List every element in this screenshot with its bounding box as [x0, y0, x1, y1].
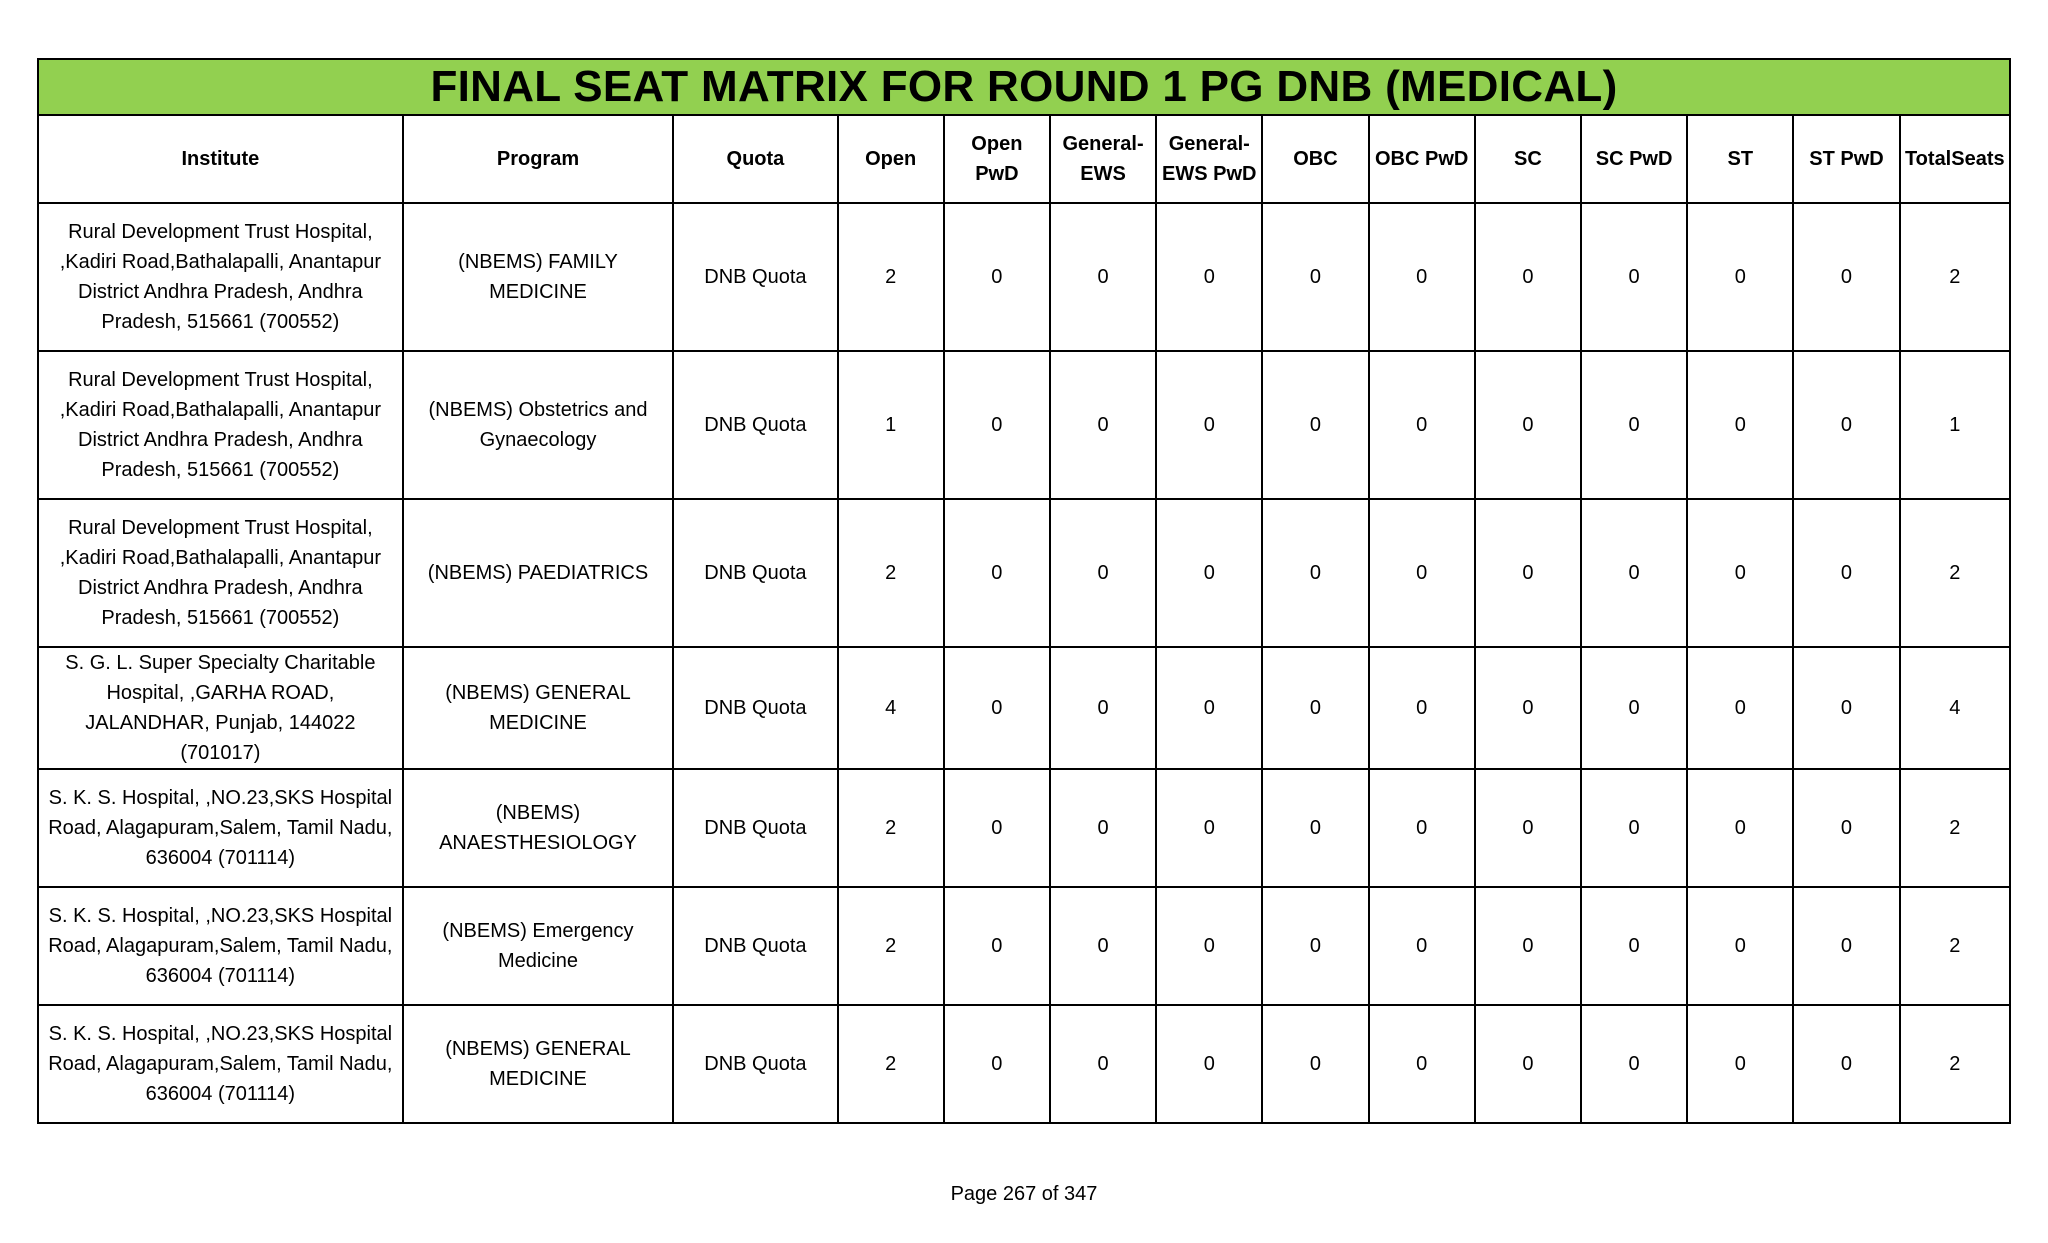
cell-open: 4 [838, 647, 944, 769]
table-row [38, 769, 2010, 887]
cell-sc-pwd: 0 [1581, 647, 1687, 769]
cell-open-pwd: 0 [944, 1005, 1050, 1123]
cell-institute: S. K. S. Hospital, ,NO.23,SKS Hospital Road, Alagapuram,Salem, Tamil Nadu, 636004 (701114) [38, 1005, 403, 1123]
table-row [38, 1005, 2010, 1123]
col-header-open: Open [838, 115, 944, 203]
cell-sc: 0 [1475, 647, 1581, 769]
cell-total-seats: 4 [1900, 647, 2010, 769]
cell-quota: DNB Quota [673, 203, 837, 351]
cell-open-pwd: 0 [944, 499, 1050, 647]
cell-quota: DNB Quota [673, 887, 837, 1005]
cell-obc-pwd: 0 [1369, 769, 1475, 887]
cell-sc-pwd: 0 [1581, 769, 1687, 887]
col-header-program: Program [403, 115, 674, 203]
cell-open: 2 [838, 769, 944, 887]
cell-quota: DNB Quota [673, 351, 837, 499]
cell-general-ews: 0 [1050, 351, 1156, 499]
table-row [38, 351, 2010, 499]
cell-general-ews-pwd: 0 [1156, 1005, 1262, 1123]
cell-obc: 0 [1262, 769, 1368, 887]
cell-total-seats: 2 [1900, 769, 2010, 887]
cell-open-pwd: 0 [944, 887, 1050, 1005]
col-header-sc-pwd: SC PwD [1581, 115, 1687, 203]
cell-total-seats: 2 [1900, 1005, 2010, 1123]
cell-general-ews-pwd: 0 [1156, 769, 1262, 887]
col-header-open-pwd: Open PwD [944, 115, 1050, 203]
cell-open-pwd: 0 [944, 647, 1050, 769]
cell-general-ews-pwd: 0 [1156, 499, 1262, 647]
cell-st-pwd: 0 [1793, 769, 1899, 887]
cell-general-ews-pwd: 0 [1156, 647, 1262, 769]
cell-institute: S. K. S. Hospital, ,NO.23,SKS Hospital Road, Alagapuram,Salem, Tamil Nadu, 636004 (701114) [38, 769, 403, 887]
cell-program: (NBEMS) GENERAL MEDICINE [403, 647, 674, 769]
cell-open-pwd: 0 [944, 351, 1050, 499]
cell-general-ews: 0 [1050, 1005, 1156, 1123]
cell-open-pwd: 0 [944, 203, 1050, 351]
cell-st: 0 [1687, 1005, 1793, 1123]
cell-sc-pwd: 0 [1581, 203, 1687, 351]
cell-general-ews: 0 [1050, 499, 1156, 647]
cell-st-pwd: 0 [1793, 203, 1899, 351]
col-header-general-ews-pwd: General-EWS PwD [1156, 115, 1262, 203]
cell-sc-pwd: 0 [1581, 499, 1687, 647]
cell-program: (NBEMS) Emergency Medicine [403, 887, 674, 1005]
cell-obc: 0 [1262, 203, 1368, 351]
col-header-obc: OBC [1262, 115, 1368, 203]
cell-obc-pwd: 0 [1369, 499, 1475, 647]
page-number: Page 267 of 347 [950, 1183, 1098, 1205]
cell-quota: DNB Quota [673, 647, 837, 769]
cell-program: (NBEMS) GENERAL MEDICINE [403, 1005, 674, 1123]
cell-sc-pwd: 0 [1581, 351, 1687, 499]
table-row [38, 499, 2010, 647]
cell-obc-pwd: 0 [1369, 647, 1475, 769]
cell-obc: 0 [1262, 499, 1368, 647]
table-row [38, 887, 2010, 1005]
cell-institute: S. K. S. Hospital, ,NO.23,SKS Hospital Road, Alagapuram,Salem, Tamil Nadu, 636004 (701114) [38, 887, 403, 1005]
col-header-sc: SC [1475, 115, 1581, 203]
page-title: FINAL SEAT MATRIX FOR ROUND 1 PG DNB (MEDICAL) [38, 59, 2010, 115]
cell-total-seats: 1 [1900, 351, 2010, 499]
cell-obc: 0 [1262, 647, 1368, 769]
cell-program: (NBEMS) Obstetrics and Gynaecology [403, 351, 674, 499]
cell-obc: 0 [1262, 351, 1368, 499]
cell-program: (NBEMS) FAMILY MEDICINE [403, 203, 674, 351]
cell-open: 2 [838, 499, 944, 647]
cell-st: 0 [1687, 647, 1793, 769]
cell-institute: Rural Development Trust Hospital, ,Kadiri Road,Bathalapalli, Anantapur District Andhra Pradesh, Andhra Pradesh, 515661 (700552) [38, 499, 403, 647]
cell-quota: DNB Quota [673, 499, 837, 647]
cell-sc: 0 [1475, 1005, 1581, 1123]
title-row [38, 59, 2010, 115]
cell-st-pwd: 0 [1793, 647, 1899, 769]
cell-open: 2 [838, 1005, 944, 1123]
cell-general-ews-pwd: 0 [1156, 203, 1262, 351]
cell-open: 2 [838, 203, 944, 351]
cell-general-ews: 0 [1050, 203, 1156, 351]
cell-total-seats: 2 [1900, 887, 2010, 1005]
cell-open: 1 [838, 351, 944, 499]
cell-st-pwd: 0 [1793, 351, 1899, 499]
cell-general-ews: 0 [1050, 887, 1156, 1005]
cell-program: (NBEMS) ANAESTHESIOLOGY [403, 769, 674, 887]
seat-matrix-table [37, 58, 2011, 1124]
cell-general-ews-pwd: 0 [1156, 351, 1262, 499]
col-header-quota: Quota [673, 115, 837, 203]
cell-sc-pwd: 0 [1581, 887, 1687, 1005]
col-header-st-pwd: ST PwD [1793, 115, 1899, 203]
cell-general-ews-pwd: 0 [1156, 887, 1262, 1005]
cell-st-pwd: 0 [1793, 1005, 1899, 1123]
cell-obc-pwd: 0 [1369, 1005, 1475, 1123]
col-header-total-seats: TotalSeats [1900, 115, 2010, 203]
cell-sc-pwd: 0 [1581, 1005, 1687, 1123]
cell-obc-pwd: 0 [1369, 351, 1475, 499]
cell-total-seats: 2 [1900, 499, 2010, 647]
cell-obc: 0 [1262, 887, 1368, 1005]
cell-st: 0 [1687, 769, 1793, 887]
cell-obc: 0 [1262, 1005, 1368, 1123]
column-header-row [38, 115, 2010, 203]
cell-institute: Rural Development Trust Hospital, ,Kadiri Road,Bathalapalli, Anantapur District Andhra Pradesh, Andhra Pradesh, 515661 (700552) [38, 351, 403, 499]
seat-matrix-sheet [37, 58, 2011, 1124]
cell-general-ews: 0 [1050, 647, 1156, 769]
cell-institute: Rural Development Trust Hospital, ,Kadiri Road,Bathalapalli, Anantapur District Andhra Pradesh, Andhra Pradesh, 515661 (700552) [38, 203, 403, 351]
col-header-st: ST [1687, 115, 1793, 203]
cell-st: 0 [1687, 887, 1793, 1005]
cell-quota: DNB Quota [673, 1005, 837, 1123]
cell-sc: 0 [1475, 203, 1581, 351]
cell-institute: S. G. L. Super Specialty Charitable Hospital, ,GARHA ROAD, JALANDHAR, Punjab, 144022 (701017) [38, 647, 403, 769]
cell-st: 0 [1687, 351, 1793, 499]
cell-obc-pwd: 0 [1369, 887, 1475, 1005]
cell-st-pwd: 0 [1793, 887, 1899, 1005]
cell-program: (NBEMS) PAEDIATRICS [403, 499, 674, 647]
cell-sc: 0 [1475, 499, 1581, 647]
cell-general-ews: 0 [1050, 769, 1156, 887]
cell-sc: 0 [1475, 351, 1581, 499]
cell-total-seats: 2 [1900, 203, 2010, 351]
cell-st: 0 [1687, 499, 1793, 647]
cell-sc: 0 [1475, 887, 1581, 1005]
cell-st: 0 [1687, 203, 1793, 351]
table-row [38, 647, 2010, 769]
cell-sc: 0 [1475, 769, 1581, 887]
cell-st-pwd: 0 [1793, 499, 1899, 647]
col-header-institute: Institute [38, 115, 403, 203]
table-row [38, 203, 2010, 351]
col-header-obc-pwd: OBC PwD [1369, 115, 1475, 203]
cell-obc-pwd: 0 [1369, 203, 1475, 351]
cell-open: 2 [838, 887, 944, 1005]
cell-open-pwd: 0 [944, 769, 1050, 887]
cell-quota: DNB Quota [673, 769, 837, 887]
col-header-general-ews: General-EWS [1050, 115, 1156, 203]
